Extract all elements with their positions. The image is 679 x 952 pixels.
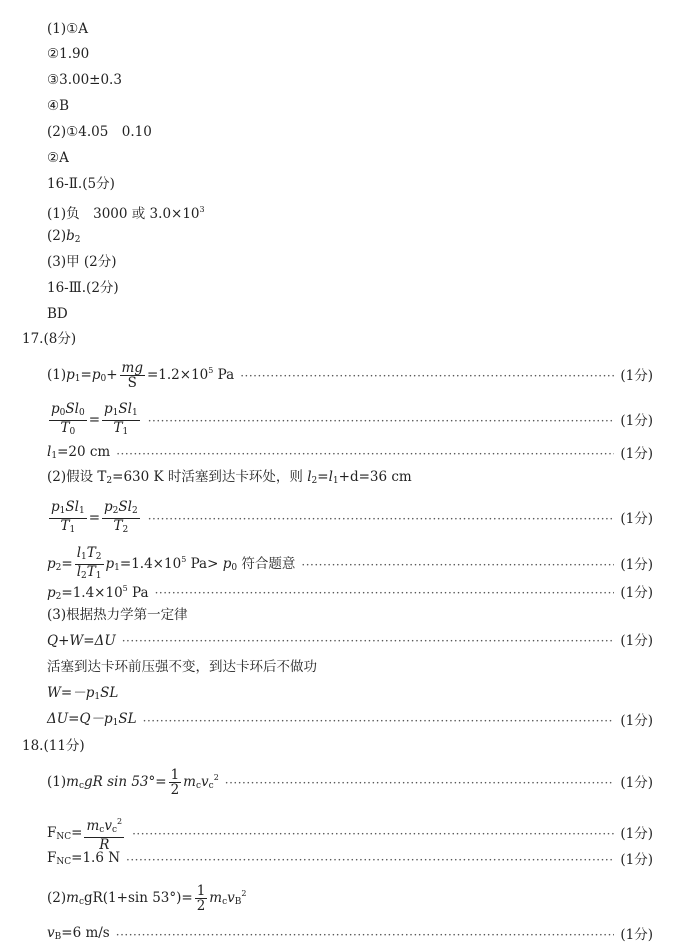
score: (1分) [620,852,653,868]
answer-line: (3)甲 (2分) [47,254,117,270]
leader-dots [155,584,615,602]
score: (1分) [620,825,653,842]
score: (1分) [620,412,653,429]
score: (1分) [620,774,653,791]
var: b [66,228,75,244]
subscript: 2 [74,235,81,245]
q18-step-3 [47,849,653,871]
formula: Q+W=ΔU [47,633,116,649]
leader-dots [148,412,615,430]
formula: $\frac{p_1Sl_1}{T_1}$ = $\frac{p_2Sl_2}{T_2}$ [51,499,138,535]
question-heading: 17.(8分) [22,331,77,347]
q17-step-11: $W=-p_1SL$ [47,685,119,702]
exponent: 3 [199,205,205,214]
leader-dots [225,774,615,792]
q17-step-3 [47,443,653,465]
q17-step-2 [47,402,653,439]
question-heading: 18.(11分) [22,738,85,754]
q17-step-12 [47,710,653,732]
answer-line: (1)①A [47,21,88,37]
score: (1分) [620,713,653,729]
answer-line [47,201,205,223]
formula: $p_2=1.4\times 10^5$ Pa [47,584,149,602]
score: (1分) [620,367,653,384]
q17-step-1 [47,361,653,390]
leader-dots [122,632,615,650]
leader-dots [116,445,614,463]
score: (1分) [620,510,653,527]
answer-line: ④B [47,98,70,114]
leader-dots [143,712,615,730]
formula: $(1)p_1=p_0+$ $\frac{mg}{S}$ $=1.2\times 10^5$ Pa [47,360,235,391]
q18-step-4: $(2)m_cgR(1+\sin$ 53°)= $\frac{1}{2}$ $m_cv_B^2$ [47,883,247,914]
q18-step-1 [47,768,653,797]
leader-dots [132,825,614,843]
leader-dots [126,851,614,869]
formula: $\frac{p_0Sl_0}{T_0}$ = $\frac{p_1Sl_1}{T_1}$ [51,401,138,437]
section-heading: 16-Ⅱ.(5分) [47,176,115,192]
q17-step-9 [47,632,653,650]
leader-dots [301,556,614,574]
answer-line: ③3.00±0.3 [47,72,122,88]
q18-step-5 [47,924,653,946]
q17-step-6 [47,546,653,583]
score: (1分) [620,556,653,573]
score: (1分) [620,446,653,462]
formula: $v_B=6$ m/s [47,925,110,942]
q17-step-7 [47,580,653,606]
section-heading: 16-Ⅲ.(2分) [47,280,119,296]
q17-step-8: (3)根据热力学第一定律 [47,607,188,623]
q18-step-2 [47,815,653,852]
leader-dots [240,367,614,385]
formula: $F_{NC}=$ $\frac{m_cv_c^2}{R}$ [47,817,123,853]
answer-text: (1)负 3000 或 3.0×10 [47,206,200,222]
leader-dots [148,510,615,528]
answer-line: ②1.90 [47,46,90,62]
formula: $l_1=20$ cm [47,444,111,461]
formula: $(1)m_cgR$ sin 53°= $\frac{1}{2}$ $m_cv_c^2$ [47,767,219,798]
answer-text: (2) [47,228,67,244]
q17-step-10: 活塞到达卡环前压强不变，到达卡环后不做功 [47,659,317,675]
formula: $F_{NC}=1.6$ N [47,850,121,867]
formula: $\Delta U=Q-p_1SL$ [47,711,137,728]
answer-line: BD [47,306,68,322]
answer-line: (2)①4.05 0.10 [47,124,152,140]
score: (1分) [620,585,653,601]
answer-line: ②A [47,150,69,166]
formula: $p_2=$ $\frac{l_1T_2}{l_2T_1}$ $p_1=1.4\times 10^5$ $Pa> p_0$ 符合题意 [47,545,296,581]
score: (1分) [620,633,653,649]
leader-dots [116,926,615,944]
q17-step-5 [47,500,653,537]
q17-step-4: (2)假设 $T_2=630$ K 时活塞到达卡环处，则 $l_2=l_1+d=36$ cm [47,469,412,486]
answer-line [47,227,81,249]
score: (1分) [620,927,653,943]
